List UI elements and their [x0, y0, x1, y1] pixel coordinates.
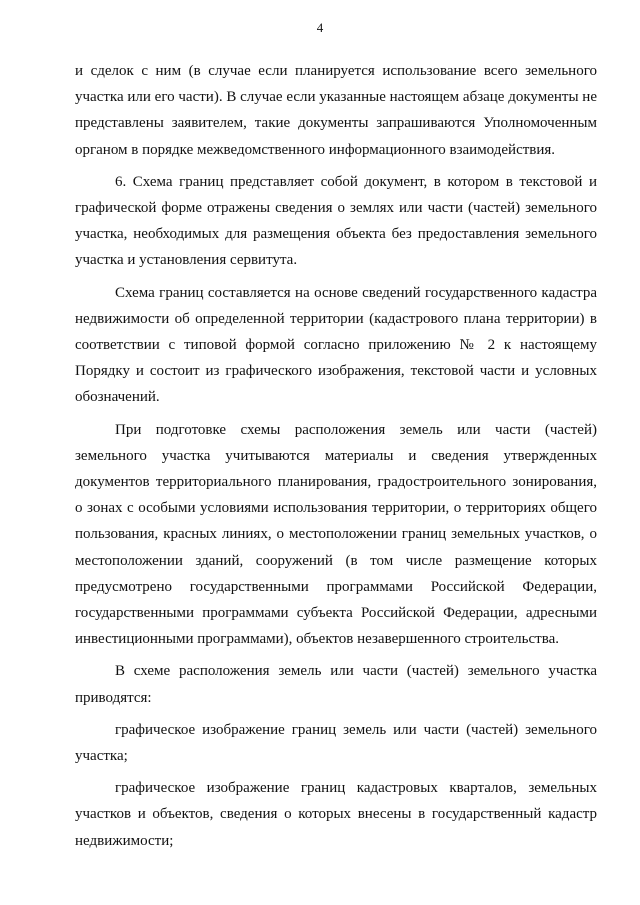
page-number: 4 [316, 20, 324, 35]
paragraph-list-item-1: графическое изображение границ земель или части (частей) земельного участка; [75, 721, 597, 765]
paragraph-scheme-contents: В схеме расположения земель или части (частей) земельного участка приводятся: [75, 663, 597, 706]
document-body [75, 58, 597, 854]
paragraph-item-6: 6. Схема границ представляет собой документ, в котором в текстовой и графической форме отражены сведения о землях или части (частей) земельного участка, необходимых для размещения объекта без предоставления земельного участка и установления сервитута. [75, 173, 597, 269]
paragraph-scheme-basis: Схема границ составляется на основе сведений государственного кадастра недвижимости об определенной территории (кадастрового плана территории) в соответствии с типовой формой согласно приложению № 2 к настоящему Порядку и состоит из графического изображения, текстовой части и условных обозначений. [75, 284, 597, 406]
paragraph-scheme-materials: При подготовке схемы расположения земель или части (частей) земельного участка учитываются материалы и сведения утвержденных документов территориального планирования, градостроительного зонирования, о зонах с особыми условиями использования территории, о территориях общего пользования, красных линиях, о местоположении границ земельных участков, о местоположении зданий, сооружений (в том числе размещение которых предусмотрено государственными программами Российской Федерации, государственными программами субъекта Российской Федерации, адресными инвестиционными программами), объектов незавершенного строительства. [75, 421, 597, 648]
paragraph-continuation: и сделок с ним (в случае если планируется использование всего земельного участка или его части). В случае если указанные настоящем абзаце документы не представлены заявителем, такие документы запрашиваются Уполномоченным органом в порядке межведомственного информационного взаимодействия. [75, 63, 597, 158]
paragraph-list-item-2: графическое изображение границ кадастровых кварталов, земельных участков и объектов, сведения о которых внесены в государственный кадастр недвижимости; [75, 780, 597, 849]
